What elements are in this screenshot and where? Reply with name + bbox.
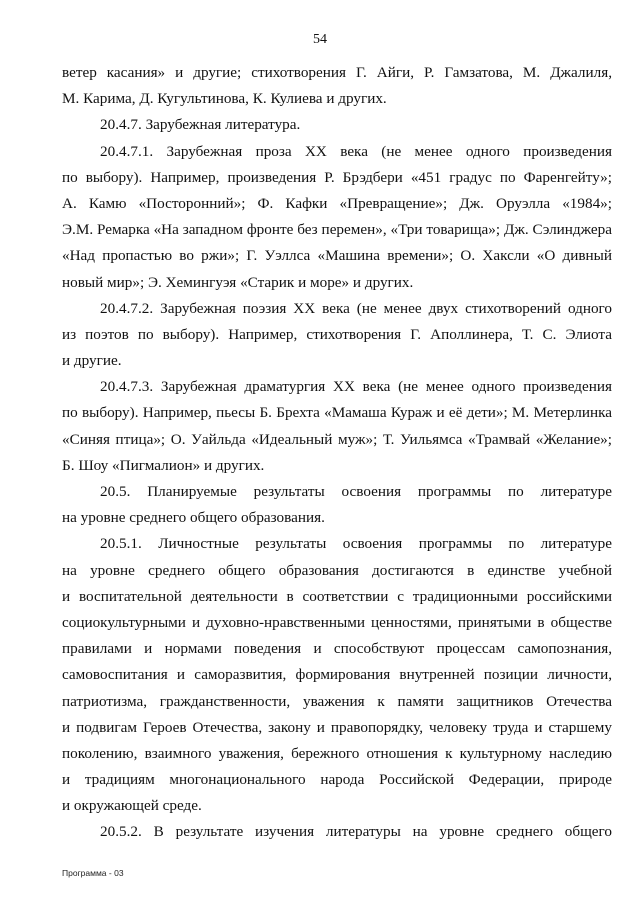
document-body — [62, 60, 612, 846]
text-line: на уровне среднего общего образования достигаются в единстве учебной — [62, 561, 612, 579]
text-line: Э.М. Ремарка «На западном фронте без перемен», «Три товарища»; Дж. Сэлинджера — [62, 221, 612, 239]
text-line: социокультурными и духовно-нравственными ценностями, принятыми в обществе — [62, 613, 612, 631]
text-line: и окружающей среде. — [62, 797, 202, 815]
footer-label: Программа - 03 — [62, 868, 124, 878]
text-line: и традициям многонационального народа Российской Федерации, природе — [62, 771, 612, 789]
text-line: «Синяя птица»; О. Уайльда «Идеальный муж»; Т. Уильямса «Трамвай «Желание»; — [62, 430, 612, 448]
text-line: 20.5.2. В результате изучения литературы на уровне среднего общего — [100, 823, 612, 841]
text-line: ветер касания» и другие; стихотворения Г. Айги, Р. Гамзатова, М. Джалиля, — [62, 64, 612, 81]
text-line: по выбору). Например, произведения Р. Брэдбери «451 градус по Фаренгейту»; — [62, 168, 612, 186]
text-line: «Над пропастью во ржи»; Г. Уэллса «Машина времени»; О. Хаксли «О дивный — [62, 247, 612, 265]
text-line: 20.4.7.2. Зарубежная поэзия XX века (не менее двух стихотворений одного — [100, 299, 612, 317]
text-line: поколению, взаимного уважения, бережного отношения к культурному наследию — [62, 744, 612, 762]
text-line: новый мир»; Э. Хемингуэя «Старик и море» и других. — [62, 273, 414, 291]
text-line: правилами и нормами поведения и способствуют процессам самопознания, — [62, 640, 612, 658]
text-line: и воспитательной деятельности в соответствии с традиционными российскими — [62, 587, 612, 605]
text-line: на уровне среднего общего образования. — [62, 509, 325, 527]
text-line: из поэтов по выбору). Например, стихотворения Г. Аполлинера, Т. С. Элиота — [62, 325, 612, 343]
text-line: А. Камю «Посторонний»; Ф. Кафки «Превращение»; Дж. Оруэлла «1984»; — [62, 194, 612, 212]
text-line: 20.5.1. Личностные результаты освоения программы по литературе — [100, 535, 612, 553]
text-line: и другие. — [62, 352, 122, 370]
page-number: 54 — [313, 32, 327, 47]
text-line: патриотизма, гражданственности, уважения к памяти защитников Отечества — [62, 692, 612, 710]
text-line: 20.4.7.3. Зарубежная драматургия XX века (не менее одного произведения — [100, 378, 612, 396]
text-line: по выбору). Например, пьесы Б. Брехта «Мамаша Кураж и её дети»; М. Метерлинка — [62, 404, 612, 422]
text-line: Б. Шоу «Пигмалион» и других. — [62, 456, 265, 474]
text-line: 20.5. Планируемые результаты освоения программы по литературе — [100, 483, 612, 500]
text-line: М. Карима, Д. Кугультинова, К. Кулиева и других. — [62, 90, 387, 108]
text-line: и подвигам Героев Отечества, закону и правопорядку, человеку труда и старшему — [62, 718, 612, 736]
section-heading: 20.4.7. Зарубежная литература. — [100, 116, 301, 134]
text-line: 20.4.7.1. Зарубежная проза XX века (не менее одного произведения — [100, 142, 612, 160]
text-line: самовоспитания и саморазвития, формирования внутренней позиции личности, — [62, 666, 612, 684]
